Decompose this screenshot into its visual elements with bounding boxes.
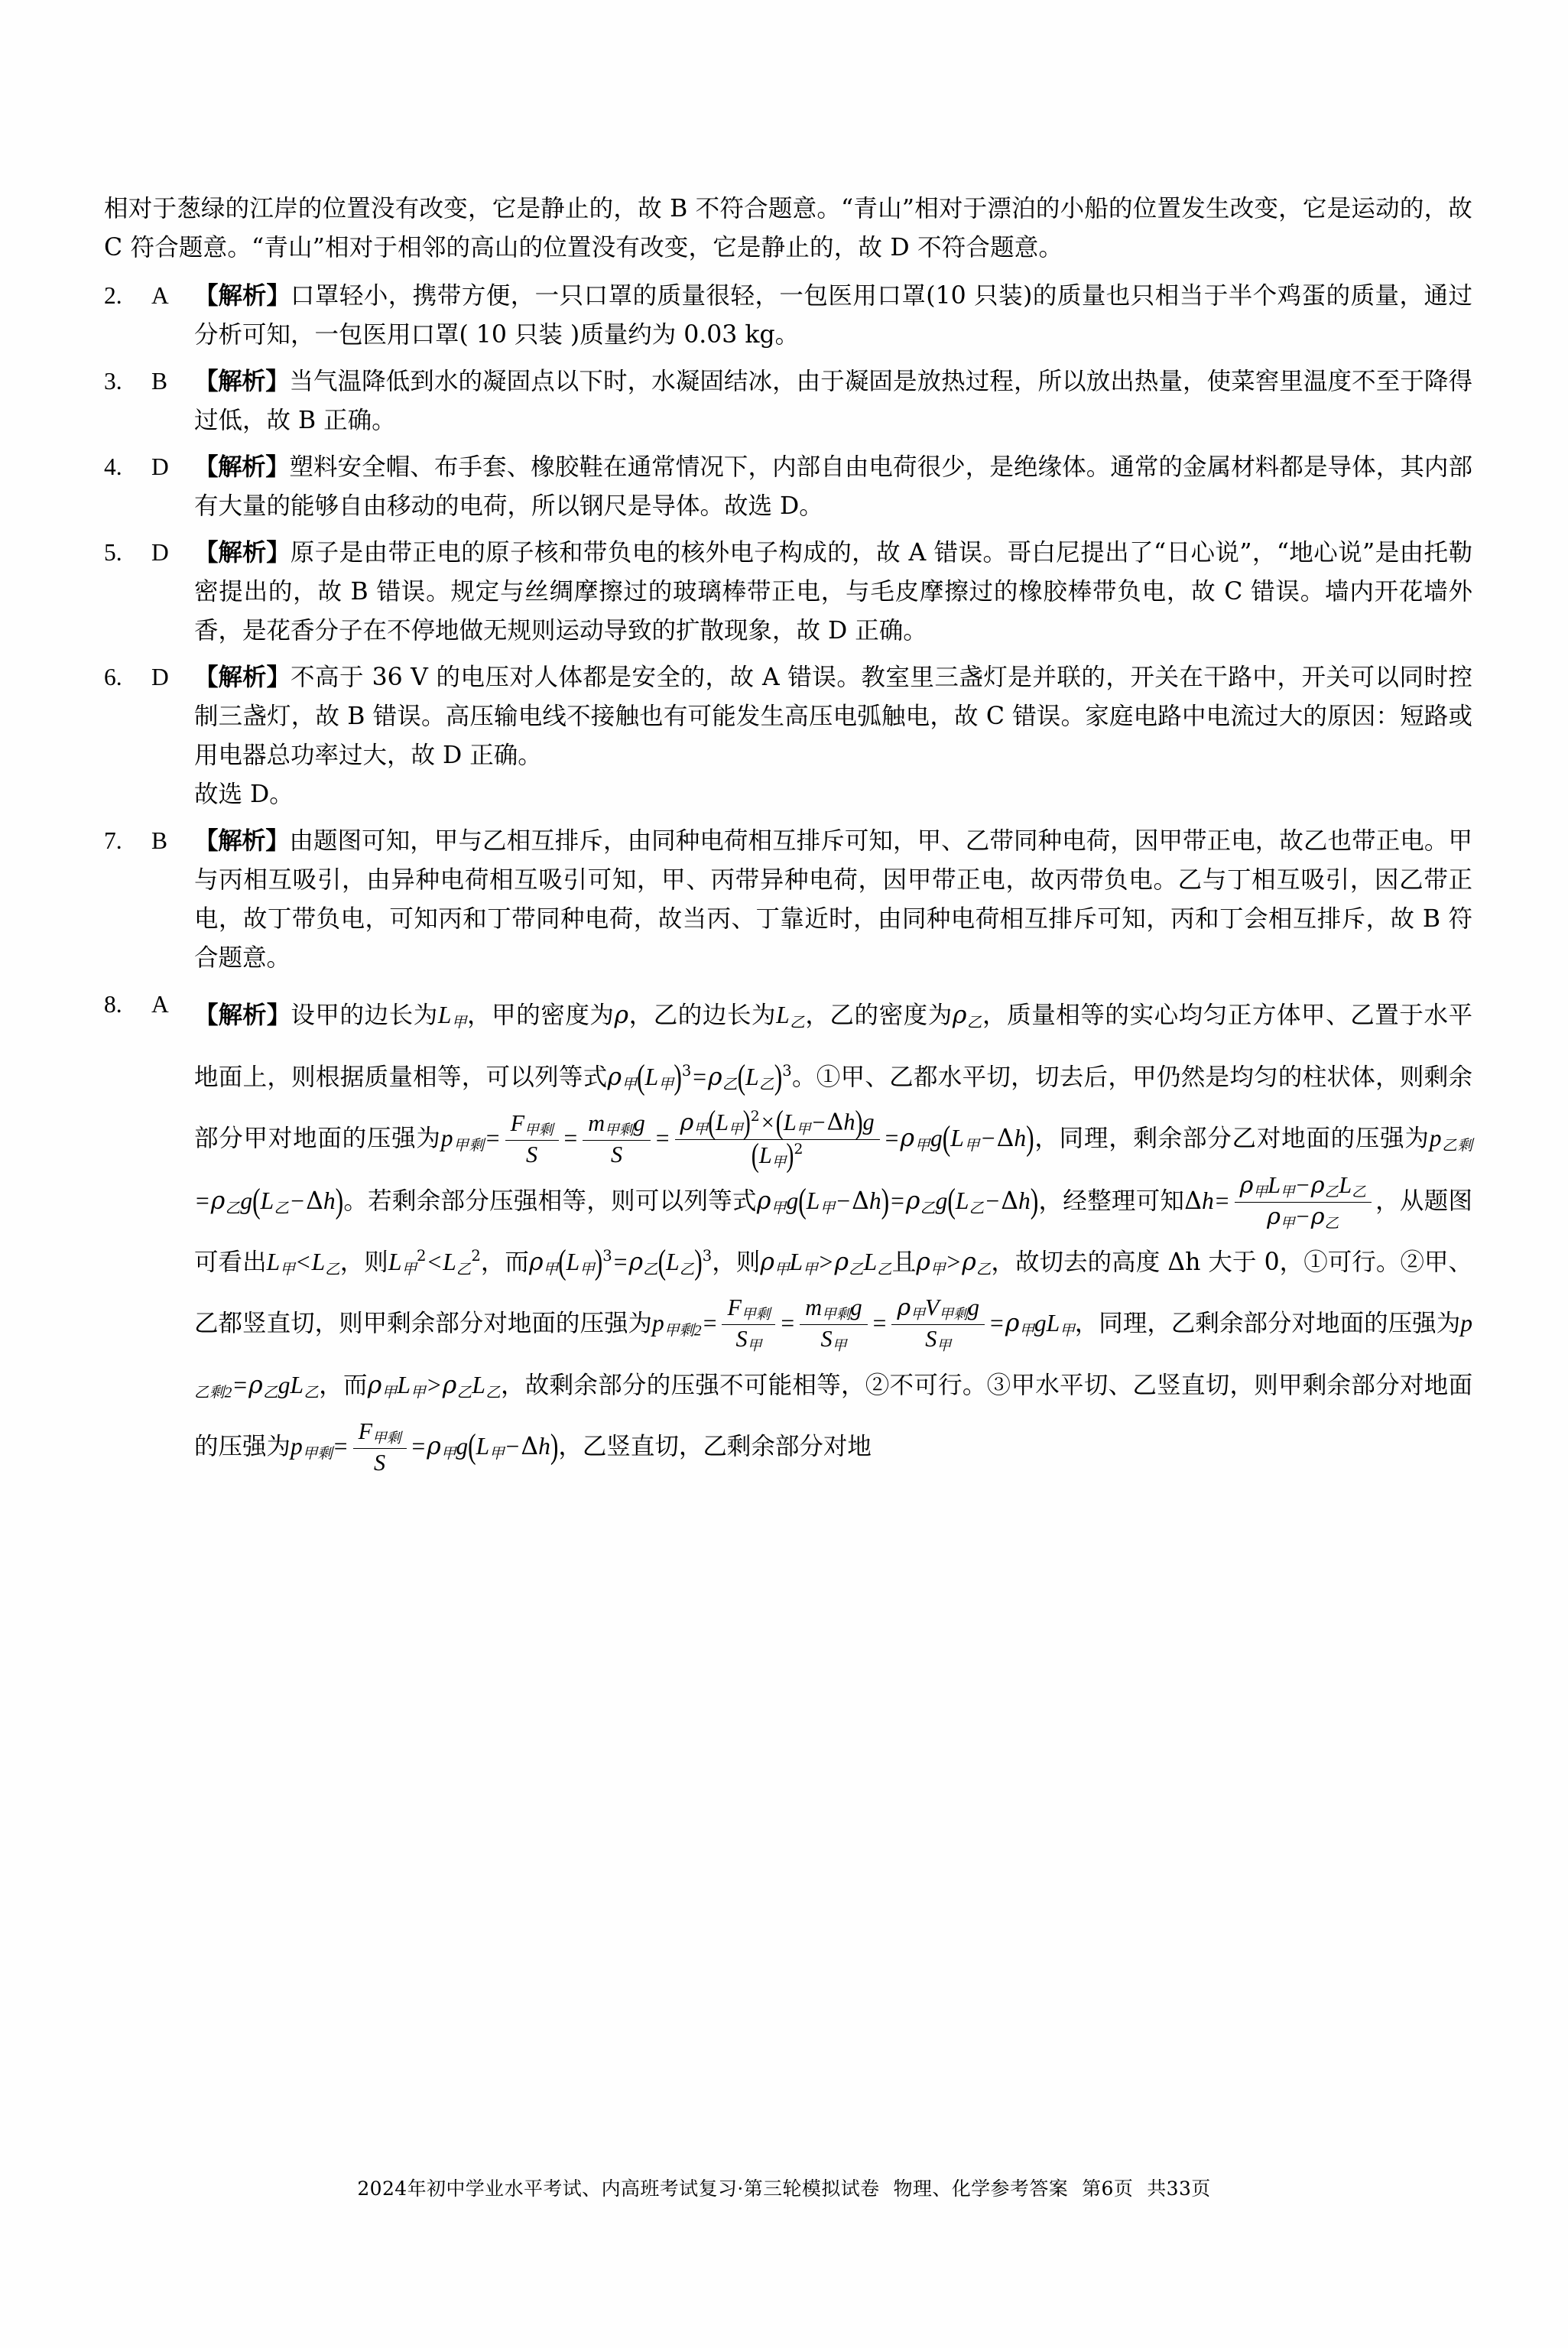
equation-delta-h: Δh= $\frac{\rho_甲L_甲-\rho_乙L_乙}{\rho_甲-\rho_乙}$ — [1184, 1187, 1375, 1215]
analysis-tag: 【解析】 — [194, 453, 290, 482]
seg-18: ，故剩余部分的压强不可能相等，②不可行。③甲水平切、乙竖直切，则甲剩余部分对地面的压强为 — [194, 1371, 1473, 1461]
equation-p-yi-sheng: $p_{乙剩}=\rho_乙g(L_乙-\Delta h)$ — [196, 1124, 1473, 1220]
item-number: 8. — [104, 991, 122, 1018]
page-footer — [0, 2174, 1568, 2201]
item-body — [194, 985, 1472, 1477]
seg-15: ，故切去的高度 Δh 大于 0，①可行。②甲、乙都竖直切，则甲剩余部分对地面的压强为 — [194, 1249, 1473, 1338]
inequality-L: $L_甲<L_乙$ — [266, 1249, 340, 1278]
item-text: 当气温降低到水的凝固点以下时，水凝固结冰，由于凝固是放热过程，所以放出热量，使菜窖里温度不至于降得过低，故 B 正确。 — [194, 368, 1472, 435]
seg-13: ，则 — [712, 1249, 761, 1277]
item-body — [194, 533, 1472, 651]
item-number: 3. — [104, 368, 122, 395]
analysis-tag: 【解析】 — [194, 367, 290, 396]
equation-mass-equal-2: $\rho_甲(L_甲)^3=\rho_乙(L_乙)^3$ — [528, 1242, 713, 1281]
seg-1: 设甲的边长为 — [291, 1002, 438, 1030]
seg-14: 且 — [891, 1249, 917, 1277]
seg-7: ，同理，剩余部分乙对地面的压强为 — [1034, 1124, 1430, 1152]
analysis-tag: 【解析】 — [194, 1001, 291, 1030]
seg-9: ，经整理可知 — [1038, 1187, 1185, 1215]
seg-17: ，而 — [319, 1371, 368, 1399]
item-text-extra: 故选 D。 — [194, 781, 294, 809]
item-answer: B — [151, 827, 168, 855]
seg-16: ，同理，乙剩余部分对地面的压强为 — [1074, 1310, 1461, 1338]
item-text: 不高于 36 V 的电压对人体都是安全的，故 A 错误。教室里三盏灯是并联的，开关在干路中，开关可以同时控制三盏灯，故 B 错误。高压输电线不接触也有可能发生高压电弧触电，故 C 错误。家庭电路中电流过大的原因：短路或用电器总功率过大，故 D 正确。 — [194, 664, 1472, 770]
footer-page-number: 第6页 — [1082, 2178, 1134, 2200]
item-number: 2. — [104, 282, 122, 310]
item-number: 5. — [104, 539, 122, 567]
equation-mass-equal: $\rho_甲(L_甲)^3=\rho_乙(L_乙)^3$ — [607, 1057, 792, 1096]
answer-item-2 — [104, 276, 1472, 355]
seg-2: ，甲的密度为 — [467, 1002, 615, 1030]
inequality-rho-L: $\rho_甲L_甲>\rho_乙L_乙$ — [760, 1249, 892, 1278]
equation-p-jia-sheng: $p_{甲剩}=$ $\frac{F_{甲剩}}{S}$ = $\frac{m_{甲剩}g}{S}$ = $\frac{\rho_甲(L_甲)^2\times(L_甲-\Delta h)g}{(L_甲)^2}$ $=\rho_甲g(L_甲-\Delta h)$ — [440, 1103, 1034, 1174]
seg-4: ，乙的密度为 — [805, 1002, 953, 1030]
item-number: 4. — [104, 453, 122, 481]
footer-exam-title: 2024年初中学业水平考试、内高班考试复习·第三轮模拟试卷 — [357, 2178, 880, 2200]
seg-10: ，从题图可看出 — [194, 1187, 1473, 1277]
item-body — [194, 821, 1472, 978]
equation-pressure-equal: $\rho_甲g(L_甲-\Delta h)=\rho_乙g(L_乙-\Delta h)$ — [756, 1180, 1039, 1220]
item-number: 6. — [104, 664, 122, 691]
item-text: 原子是由带正电的原子核和带负电的核外电子构成的，故 A 错误。哥白尼提出了“日心说”，“地心说”是由托勒密提出的，故 B 错误。规定与丝绸摩擦过的玻璃棒带正电，与毛皮摩擦过的橡胶棒带负电，故 C 错误。墙内开花墙外香，是花香分子在不停地做无规则运动导致的扩散现象，故 D 正确。 — [194, 539, 1472, 645]
seg-8: 。若剩余部分压强相等，则可以列等式 — [343, 1187, 757, 1215]
symbol-rho: ρ — [614, 1002, 629, 1030]
item-body — [194, 362, 1472, 440]
seg-5: ，质量相等的实心均匀正方体甲、乙置于水平地面上，则根据质量相等，可以列等式 — [194, 1002, 1473, 1091]
item-body — [194, 447, 1472, 526]
symbol-L-yi: $L_乙$ — [776, 1002, 806, 1031]
item-text: 口罩轻小，携带方便，一只口罩的质量很轻，一包医用口罩(10 只装)的质量也只相当于半个鸡蛋的质量，通过分析可知，一包医用口罩( 10 只装 )质量约为 0.03 kg。 — [194, 282, 1472, 349]
item-answer: D — [151, 453, 169, 481]
symbol-rho-yi: $\rho_乙$ — [952, 1002, 983, 1031]
inequality-rho: $\rho_甲>\rho_乙$ — [916, 1249, 992, 1278]
item-answer: D — [151, 539, 169, 567]
equation-p-jia-sheng-3: $p_{甲剩}=$ $\frac{F_{甲剩}}{S}$ $=\rho_甲g(L_甲-\Delta h)$ — [291, 1418, 559, 1476]
answer-item-5 — [104, 533, 1472, 651]
equation-p-jia-sheng-2: $p_{甲剩2}=$ $\frac{F_{甲剩}}{S_甲}$ = $\frac{m_{甲剩}g}{S_甲}$ = $\frac{\rho_甲V_{甲剩}g}{S_甲}$ $=\rho_甲gL_甲$ — [652, 1294, 1075, 1355]
item-answer: A — [151, 282, 169, 310]
item-body — [194, 658, 1472, 814]
footer-total-pages: 共33页 — [1147, 2178, 1211, 2200]
item-text: 塑料安全帽、布手套、橡胶鞋在通常情况下，内部自由电荷很少，是绝缘体。通常的金属材料都是导体，其内部有大量的能够自由移动的电荷，所以钢尺是导体。故选 D。 — [194, 453, 1472, 521]
inequality-L-squared: $L_甲^2<L_乙^2$ — [388, 1246, 481, 1278]
seg-11: ，则 — [339, 1249, 388, 1277]
lead-paragraph: 相对于葱绿的江岸的位置没有改变，它是静止的，故 B 不符合题意。“青山”相对于漂泊的小船的位置发生改变，它是运动的，故 C 符合题意。“青山”相对于相邻的高山的位置没有改变，它是静止的，故 D 不符合题意。 — [104, 195, 1472, 262]
answer-item-4 — [104, 447, 1472, 526]
inequality-rho-L-2: $\rho_甲L_甲>\rho_乙L_乙$ — [367, 1371, 501, 1401]
item-number: 7. — [104, 827, 122, 855]
analysis-tag: 【解析】 — [194, 663, 291, 692]
answer-item-8 — [104, 985, 1472, 1479]
equation-p-yi-sheng-2: $p_{乙剩2}=\rho_乙gL_乙$ — [194, 1310, 1472, 1401]
analysis-tag: 【解析】 — [194, 827, 290, 856]
footer-subject: 物理、化学参考答案 — [893, 2178, 1069, 2200]
analysis-tag: 【解析】 — [194, 281, 291, 310]
item-text: 由题图可知，甲与乙相互排斥，由同种电荷相互排斥可知，甲、乙带同种电荷，因甲带正电，故乙也带正电。甲与丙相互吸引，由异种电荷相互吸引可知，甲、丙带异种电荷，因甲带正电，故丙带负电。乙与丁相互吸引，因乙带正电，故丁带负电，可知丙和丁带同种电荷，故当丙、丁靠近时，由同种电荷相互排斥可知，丙和丁会相互排斥，故 B 符合题意。 — [194, 827, 1472, 973]
item-body — [194, 276, 1472, 355]
item-answer: B — [151, 368, 168, 395]
answer-item-3 — [104, 362, 1472, 440]
seg-12: ，而 — [480, 1249, 529, 1277]
answer-item-6 — [104, 658, 1472, 814]
symbol-L-jia: $L_甲$ — [437, 1002, 468, 1031]
seg-6: 。①甲、乙都水平切，切去后，甲仍然是均匀的柱状体，则剩余部分甲对地面的压强为 — [194, 1063, 1472, 1152]
page-content — [104, 190, 1472, 1486]
item-answer: D — [151, 664, 169, 691]
item-answer: A — [151, 991, 169, 1018]
seg-3: ，乙的边长为 — [628, 1002, 777, 1030]
seg-19: ，乙竖直切，乙剩余部分对地 — [558, 1433, 872, 1461]
answer-item-7 — [104, 821, 1472, 978]
analysis-tag: 【解析】 — [194, 538, 291, 567]
